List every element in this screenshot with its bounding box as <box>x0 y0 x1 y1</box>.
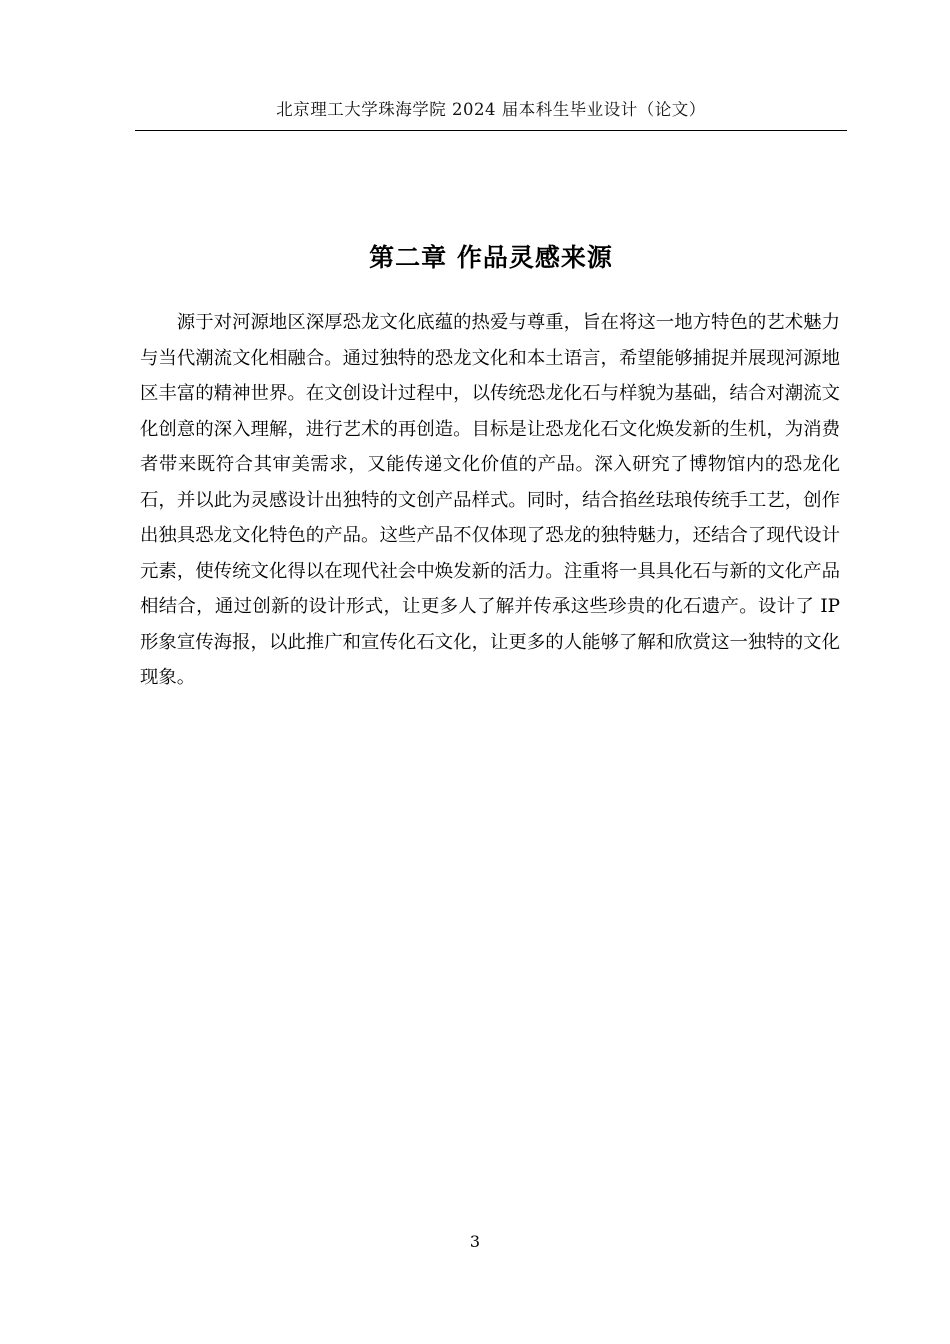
chapter-title: 第二章 作品灵感来源 <box>369 243 613 272</box>
body-content <box>140 305 840 696</box>
page-number: 3 <box>469 1232 481 1251</box>
running-header <box>135 100 847 120</box>
header-divider <box>135 130 847 131</box>
running-header-text: 北京理工大学珠海学院 2024 届本科生毕业设计（论文） <box>276 100 706 119</box>
paragraph: 源于对河源地区深厚恐龙文化底蕴的热爱与尊重，旨在将这一地方特色的艺术魅力与当代潮流文化相融合。通过独特的恐龙文化和本土语言，希望能够捕捉并展现河源地区丰富的精神世界。在文创设计过程中，以传统恐龙化石与样貌为基础，结合对潮流文化创意的深入理解，进行艺术的再创造。目标是让恐龙化石文化焕发新的生机，为消费者带来既符合其审美需求，又能传递文化价值的产品。深入研究了博物馆内的恐龙化石，并以此为灵感设计出独特的文创产品样式。同时，结合掐丝珐琅传统手工艺，创作出独具恐龙文化特色的产品。这些产品不仅体现了恐龙的独特魅力，还结合了现代设计元素，使传统文化得以在现代社会中焕发新的活力。注重将一具具化石与新的文化产品相结合，通过创新的设计形式，让更多人了解并传承这些珍贵的化石遗产。设计了 IP 形象宣传海报，以此推广和宣传化石文化，让更多的人能够了解和欣赏这一独特的文化现象。 <box>140 312 840 688</box>
